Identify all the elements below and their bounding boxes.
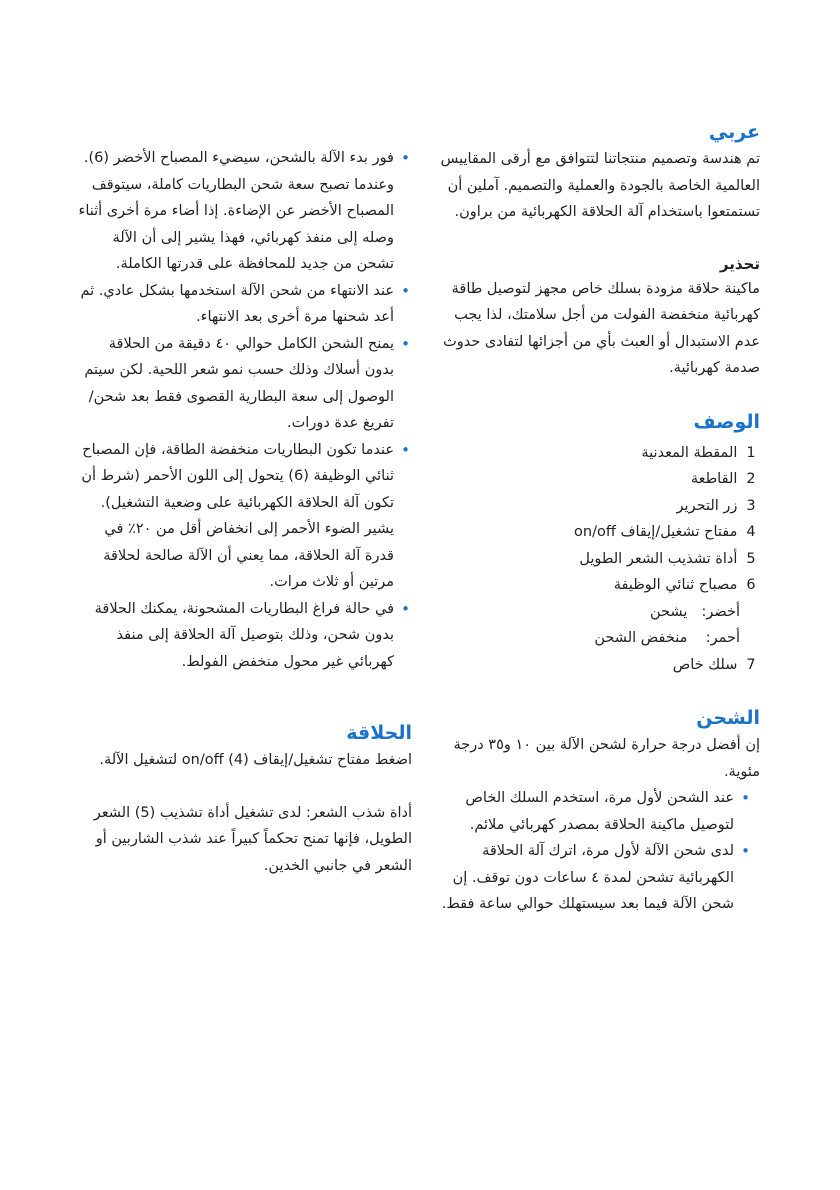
lamp-state-red (432, 625, 760, 652)
lamp-state-green (432, 599, 760, 626)
list-item (432, 546, 760, 573)
item-label: سلك خاص (672, 656, 738, 673)
list-item: • في حالة فراغ البطاريات المشحونة، يمكنك الحلاقة بدون شحن، وذلك بتوصيل آلة الحلاقة إلى منفذ كهربائي غير محول منخفض الفولط. (78, 596, 412, 676)
list-item (432, 519, 760, 546)
item-label: زر التحرير (676, 497, 738, 514)
shaving-text: اضغط مفتاح تشغيل/إيقاف on/off (4) لتشغيل الآلة. (99, 752, 412, 768)
item-number: 6 (746, 577, 756, 593)
charging-section (432, 704, 760, 918)
right-column (432, 118, 760, 940)
charging-notes-list (78, 145, 412, 675)
list-item (432, 493, 760, 520)
item-label: القاطعة (690, 471, 738, 487)
charging-bullets (432, 785, 760, 918)
item-number: 1 (746, 444, 756, 461)
list-item (432, 466, 760, 493)
item-label: مفتاح تشغيل/إيقاف on/off (574, 524, 738, 540)
intro-section (432, 118, 760, 226)
list-item: • عند الانتهاء من شحن الآلة استخدمها بشكل عادي. ثم أعد شحنها مرة أخرى بعد الانتهاء. (78, 278, 412, 331)
shaving-section (78, 719, 412, 879)
item-number: 7 (746, 656, 756, 673)
charging-text: إن أفضل درجة حرارة لشحن الآلة بين ١٠ و٣٥ درجة مئوية. (453, 737, 760, 780)
warning-section (432, 252, 760, 382)
charging-heading: الشحن (696, 707, 760, 729)
list-item: • لدى شحن الآلة لأول مرة، اترك آلة الحلاقة الكهربائية تشحن لمدة ٤ ساعات دون توقف. إن شحن الآلة فيما بعد سيستهلك حوالي ساعة فقط. (432, 838, 752, 918)
item-number: 5 (746, 550, 756, 567)
lamp-color-meaning: منخفض الشحن (594, 630, 688, 646)
lamp-color-label: أحمر: (705, 630, 740, 646)
shaving-heading: الحلاقة (346, 722, 412, 744)
item-number: 4 (746, 524, 756, 540)
warning-heading: تحذير (719, 254, 760, 273)
item-label: مصباح ثنائي الوظيفة (613, 577, 738, 593)
description-list (432, 440, 760, 679)
charging-bullets-wrap (432, 785, 760, 918)
list-item: • عندما تكون البطاريات منخفضة الطاقة، فإن المصباح ثنائي الوظيفة (6) يتحول إلى اللون الأحمر (شرط أن تكون آلة الحلاقة الكهربائية على وضعية التشغيل). يشير الضوء الأحمر إلى انخفاض أقل من ٢٠٪ في قدرة آلة الحلاقة، مما يعني أن الآلة صالحة لحلاقة مرتين أو ثلاث مرات. (78, 437, 412, 596)
intro-text: تم هندسة وتصميم منتجاتنا لتتوافق مع أرقى المقاييس العالمية الخاصة بالجودة والعملية والتصميم. آملين أن تستمتعوا باستخدام آلة الحلاقة الكهربائية من براون. (440, 151, 760, 220)
lamp-color-meaning: يشحن (650, 603, 688, 620)
language-heading: عربي (708, 121, 760, 143)
item-label: المقطة المعدنية (641, 444, 738, 461)
list-item (432, 572, 760, 599)
item-number: 3 (746, 497, 756, 514)
item-number: 2 (746, 471, 756, 487)
warning-text: ماكينة حلاقة مزودة بسلك خاص مجهز لتوصيل طاقة كهربائية منخفضة الفولت من أجل سلامتك، لذا يجب عدم الاستبدال أو العبث بأي من أجزائها لتفادى حدوث صدمة كهربائية. (443, 280, 760, 376)
item-label: أداة تشذيب الشعر الطويل (579, 550, 738, 567)
list-item: • عند الشحن لأول مرة، استخدم السلك الخاص لتوصيل ماكينة الحلاقة بمصدر كهربائي ملائم. (432, 785, 752, 838)
list-item (432, 652, 760, 679)
list-item: • فور بدء الآلة بالشحن، سيضيء المصباح الأخضر (6). وعندما تصبح سعة شحن البطاريات كاملة، سيتوقف المصباح الأخضر عن الإضاءة. إذا أضاء مرة أخرى أثناء وصله إلى منفذ كهربائي، فهذا يشير إلى أن الآلة تشحن من جديد للمحافظة على قدرتها الكاملة. (78, 145, 412, 278)
list-item: • يمنح الشحن الكامل حوالي ٤٠ دقيقة من الحلاقة بدون أسلاك وذلك حسب نمو شعر اللحية. لكن سيتم الوصول إلى سعة البطارية القصوى فقط بعد شحن/تفريغ عدة دورات. (78, 331, 412, 437)
description-section (432, 408, 760, 679)
list-item (432, 440, 760, 467)
left-column (78, 145, 412, 901)
trimmer-text: أداة شذب الشعر: لدى تشغيل أداة تشذيب (5) الشعر الطويل، فإنها تمنح تحكماً كبيراً عند شذب الشاربين أو الشعر في جانبي الخدين. (93, 804, 412, 874)
description-heading: الوصف (693, 410, 760, 433)
lamp-color-label: أخضر: (701, 603, 740, 620)
